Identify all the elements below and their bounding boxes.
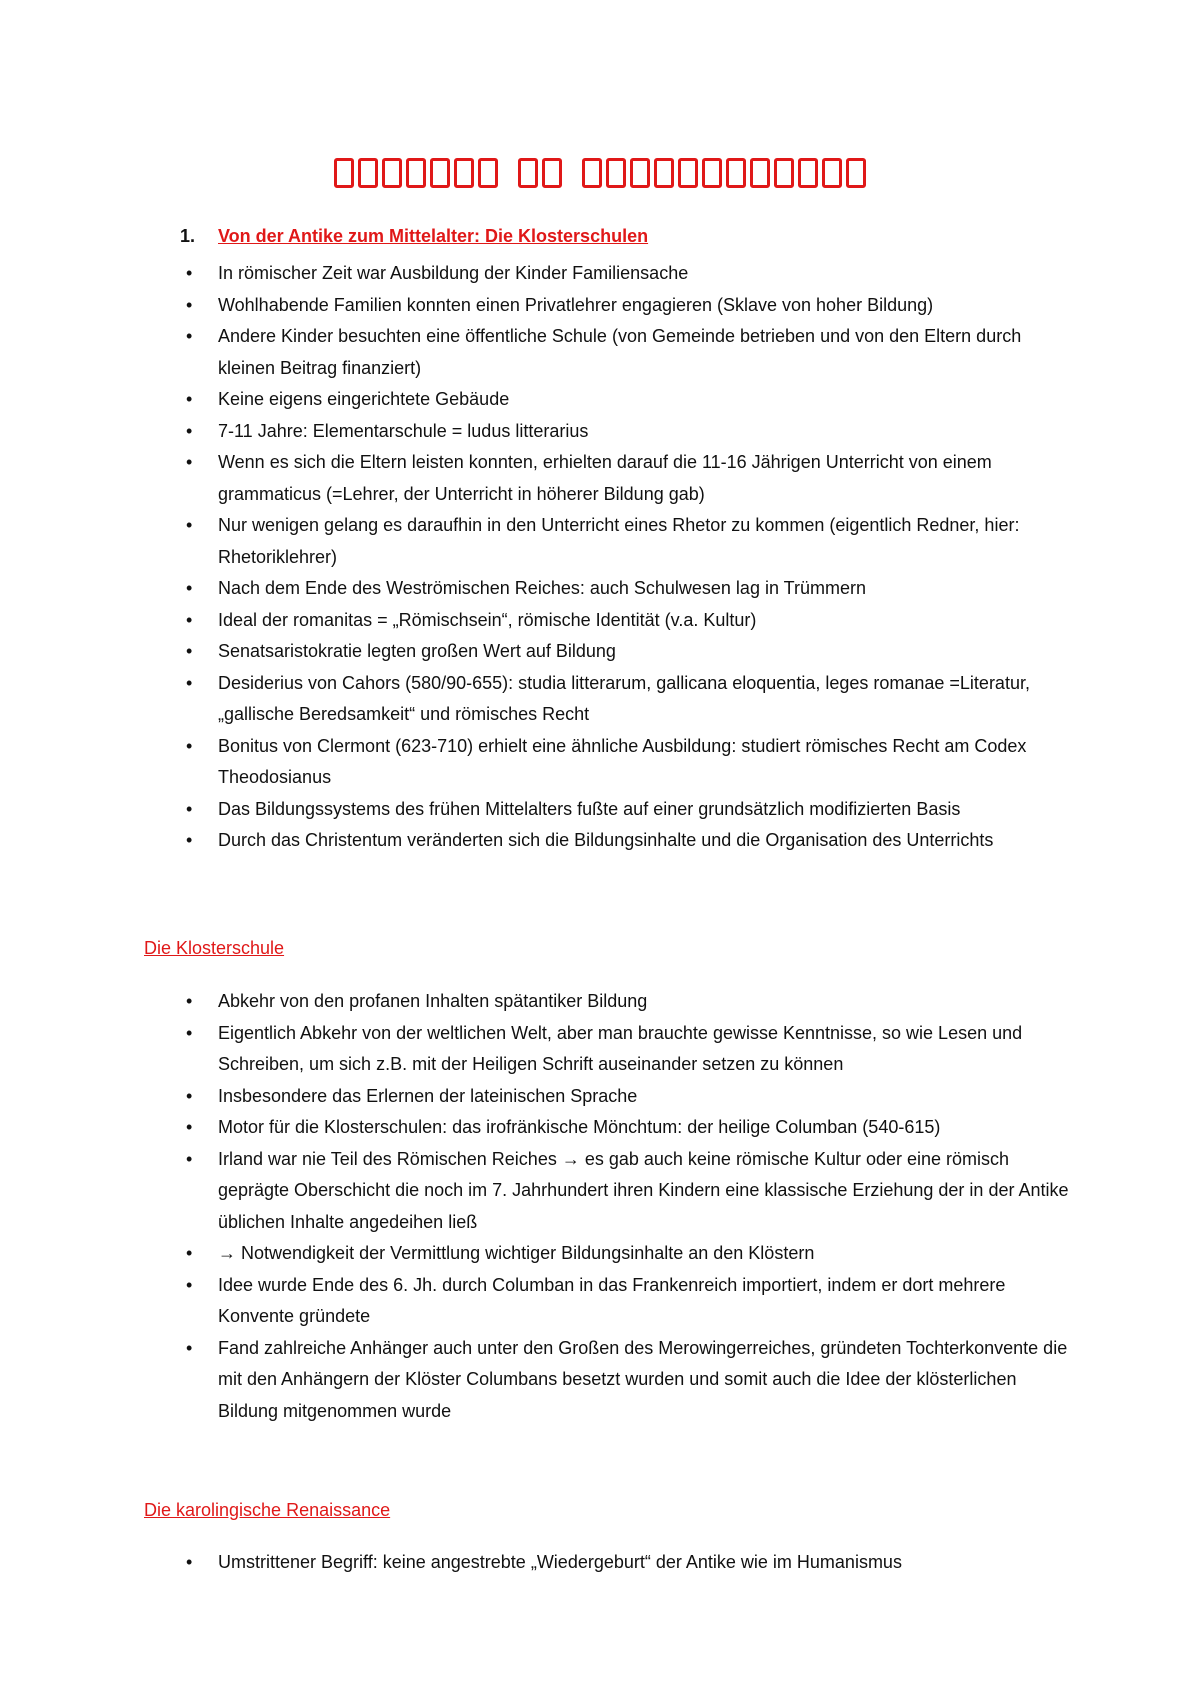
title-glyph-box (726, 158, 746, 188)
title-glyph-box (774, 158, 794, 188)
title-glyph-box (430, 158, 450, 188)
bullet-item: • Desiderius von Cahors (580/90-655): studia litterarum, gallicana eloquentia, leges romanae =Literatur, „gallische Beredsamkeit“ und römisches Recht (180, 668, 1080, 731)
bullet-item: • Eigentlich Abkehr von der weltlichen Welt, aber man brauchte gewisse Kenntnisse, so wie Lesen und Schreiben, um sich z.B. mit der Heiligen Schrift auseinander setzen zu können (180, 1018, 1080, 1081)
title-glyph-box (846, 158, 866, 188)
bullet-item: • Nach dem Ende des Weströmischen Reiches: auch Schulwesen lag in Trümmern (180, 573, 1080, 605)
bullet-item: • 7-11 Jahre: Elementarschule = ludus litterarius (180, 416, 1080, 448)
title-word (518, 158, 562, 188)
title-glyph-box (822, 158, 842, 188)
bullet-item: • Nur wenigen gelang es daraufhin in den Unterricht eines Rhetor zu kommen (eigentlich Redner, hier: Rhetoriklehrer) (180, 510, 1080, 573)
bullet-item: • Andere Kinder besuchten eine öffentliche Schule (von Gemeinde betrieben und von den Eltern durch kleinen Beitrag finanziert) (180, 321, 1080, 384)
bullet-item: • → Notwendigkeit der Vermittlung wichtiger Bildungsinhalte an den Klöstern (180, 1238, 1080, 1270)
bullet-item: • Abkehr von den profanen Inhalten spätantiker Bildung (180, 986, 1080, 1018)
title-glyph-box (606, 158, 626, 188)
title-glyph-box (518, 158, 538, 188)
title-glyph-box (406, 158, 426, 188)
title-glyph-box (542, 158, 562, 188)
title-glyph-box (454, 158, 474, 188)
bullet-item: • Ideal der romanitas = „Römischsein“, römische Identität (v.a. Kultur) (180, 605, 1080, 637)
title-glyph-box (334, 158, 354, 188)
title-glyph-box (358, 158, 378, 188)
title-glyph-box (702, 158, 722, 188)
bullet-item: • Umstrittener Begriff: keine angestrebte „Wiedergeburt“ der Antike wie im Humanismus (180, 1547, 1080, 1579)
title-glyph-box (382, 158, 402, 188)
bullet-item: • Wenn es sich die Eltern leisten konnten, erhielten darauf die 11-16 Jährigen Unterricht von einem grammaticus (=Lehrer, der Unterricht in höherer Bildung gab) (180, 447, 1080, 510)
title-glyph-box (750, 158, 770, 188)
section-3-bullet-list (180, 1547, 1080, 1579)
bullet-item: • Senatsaristokratie legten großen Wert auf Bildung (180, 636, 1080, 668)
section-2-heading: Die Klosterschule (144, 938, 285, 958)
section-2-bullet-list (180, 986, 1080, 1427)
title-glyph-box (798, 158, 818, 188)
bullet-item: • Fand zahlreiche Anhänger auch unter den Großen des Merowingerreiches, gründeten Tochterkonvente die mit den Anhängern der Klöster Columbans besetzt wurden und somit auch die Idee der klösterlichen Bildung mitgenommen wurde (180, 1333, 1080, 1428)
title-word (334, 158, 498, 188)
bullet-item: • In römischer Zeit war Ausbildung der Kinder Familiensache (180, 258, 1080, 290)
document-title (0, 150, 1200, 196)
bullet-item: • Motor für die Klosterschulen: das irofränkische Mönchtum: der heilige Columban (540-615) (180, 1112, 1080, 1144)
title-glyph-box (582, 158, 602, 188)
section-3-heading: Die karolingische Renaissance (144, 1500, 391, 1520)
bullet-item: • Keine eigens eingerichtete Gebäude (180, 384, 1080, 416)
bullet-item: • Idee wurde Ende des 6. Jh. durch Columban in das Frankenreich importiert, indem er dort mehrere Konvente gründete (180, 1270, 1080, 1333)
title-glyph-box (630, 158, 650, 188)
bullet-item: • Durch das Christentum veränderten sich die Bildungsinhalte und die Organisation des Unterrichts (180, 825, 1080, 857)
section-1-heading (180, 226, 648, 247)
section-1-bullet-list (180, 258, 1080, 857)
bullet-item: • Wohlhabende Familien konnten einen Privatlehrer engagieren (Sklave von hoher Bildung) (180, 290, 1080, 322)
title-glyph-box (678, 158, 698, 188)
bullet-item: • Irland war nie Teil des Römischen Reiches → es gab auch keine römische Kultur oder eine römisch geprägte Oberschicht die noch im 7. Jahrhundert ihren Kindern eine klassische Erziehung der in der Antike üblichen Inhalte angedeihen ließ (180, 1144, 1080, 1239)
title-word (582, 158, 866, 188)
title-glyph-box (654, 158, 674, 188)
section-1-heading-text: Von der Antike zum Mittelalter: Die Klosterschulen (218, 226, 649, 246)
bullet-item: • Insbesondere das Erlernen der lateinischen Sprache (180, 1081, 1080, 1113)
title-glyph-box (478, 158, 498, 188)
section-1-number: 1. (180, 226, 196, 246)
bullet-item: • Das Bildungssystems des frühen Mittelalters fußte auf einer grundsätzlich modifizierten Basis (180, 794, 1080, 826)
bullet-item: • Bonitus von Clermont (623-710) erhielt eine ähnliche Ausbildung: studiert römisches Recht am Codex Theodosianus (180, 731, 1080, 794)
